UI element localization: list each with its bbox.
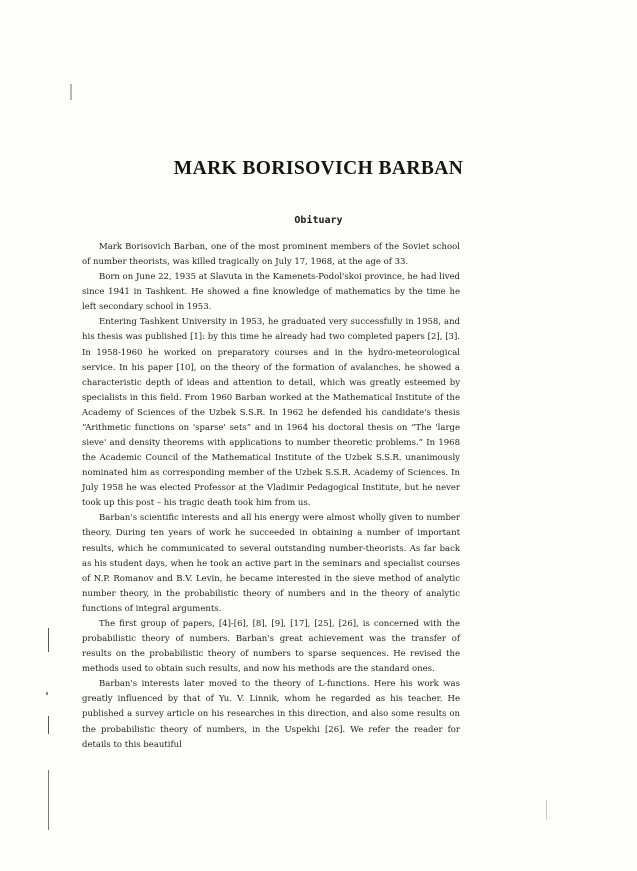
paragraph: Entering Tashkent University in 1953, he graduated very successfully in 1958, and his thesis was published [1]: by this time he already had two completed papers [2], [3]. In 1958-1960 he worked on preparatory courses and in the hydro-meteorological service. In his paper [10], on the theory of the formation of avalanches, he showed a characteristic depth of ideas and attention to detail, which was greatly esteemed by specialists in this field. From 1960 Barban worked at the Mathematical Institute of the Academy of Sciences of the Uzbek S.S.R. In 1962 he defended his candidate's thesis “Arithmetic functions on 'sparse' sets” and in 1964 his doctoral thesis on “The 'large sieve' and density theorems with applications to number theoretic problems.” In 1968 the Academic Council of the Mathematical Institute of the Uzbek S.S.R. unanimously nominated him as corresponding member of the Uzbek S.S.R. Academy of Sciences. In July 1958 he was elected Professor at the Vladimir Pedagogical Institute, but he never took up this post – his tragic death took him from us. <box>82 317 460 509</box>
scan-artifact-mark <box>48 628 49 652</box>
paragraph: Born on June 22, 1935 at Slavuta in the Kamenets-Podol'skoi province, he had lived since 1941 in Tashkent. He showed a fine knowledge of mathematics by the time he left secondary school in 1953. <box>82 272 460 313</box>
paragraph: Barban's interests later moved to the theory of L-functions. Here his work was greatly influenced by that of Yu. V. Linnik, whom he regarded as his teacher. He published a survey article on his researches in this direction, and also some results on the probabilistic theory of numbers, in the Uspekhi [26]. We refer the reader for details to this beautiful <box>82 679 460 750</box>
document-subtitle: Obituary <box>294 215 343 226</box>
paragraph: Mark Borisovich Barban, one of the most prominent members of the Soviet school of number theorists, was killed tragically on July 17, 1968, at the age of 33. <box>82 242 460 268</box>
scan-artifact-mark <box>546 800 547 820</box>
body-text <box>82 240 460 753</box>
scan-artifact-mark <box>70 84 72 100</box>
scan-artifact-mark <box>48 770 49 830</box>
paragraph: The first group of papers, [4]-[6], [8], [9], [17], [25], [26], is concerned with the probabilistic theory of numbers. Barban's great achievement was the transfer of results on the probabilistic theory of numbers to sparse sequences. He revised the methods used to obtain such results, and now his methods are the standard ones. <box>82 618 460 675</box>
paragraph: Barban's scientific interests and all his energy were almost wholly given to number theory. During ten years of work he succeeded in obtaining a number of important results, which he communicated to several outstanding number-theorists. As far back as his student days, when he took an active part in the seminars and specialist courses of N.P. Romanov and B.V. Levin, he became interested in the sieve method of analytic number theory, in the probabilistic theory of numbers and in the theory of analytic functions of integral arguments. <box>82 513 460 614</box>
scan-artifact-mark <box>46 692 48 695</box>
scan-artifact-mark <box>48 716 49 734</box>
document-title: MARK BORISOVICH BARBAN <box>173 158 464 179</box>
